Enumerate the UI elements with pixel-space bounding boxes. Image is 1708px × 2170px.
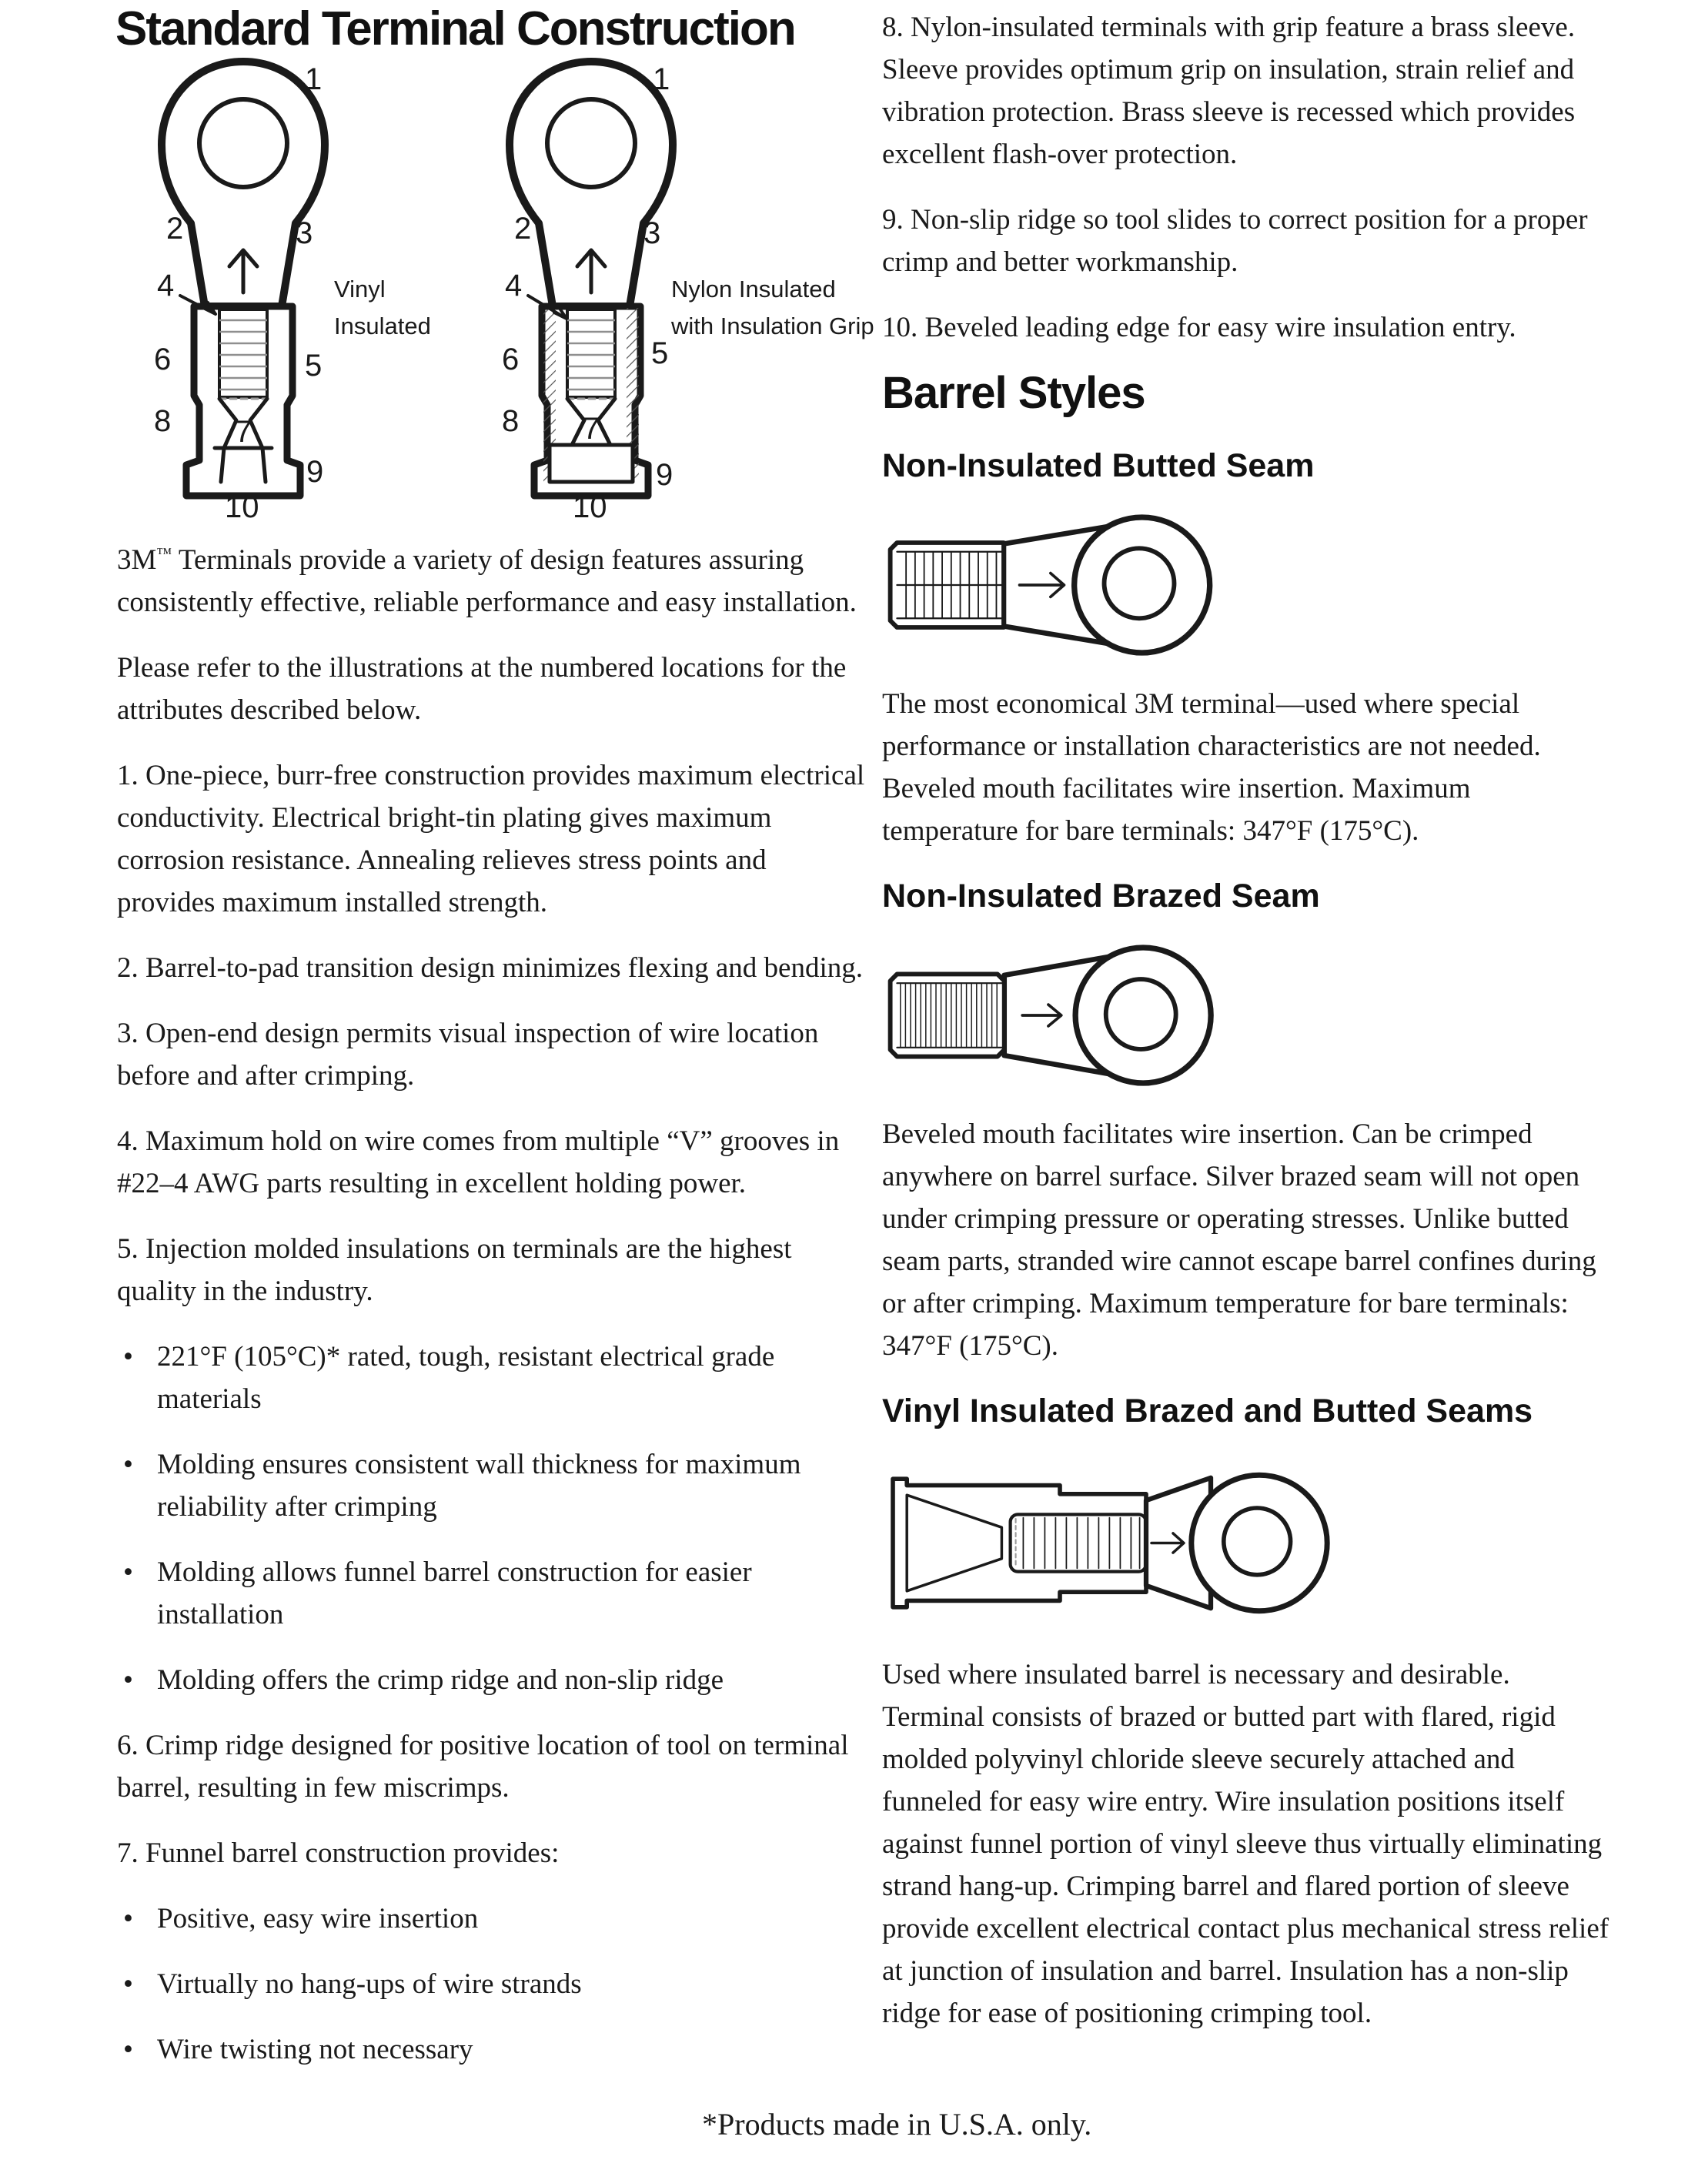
figure-label-2: 2 [166,212,184,246]
figure-label-3: 3 [643,216,661,250]
intro-text: Terminals provide a variety of design features assuring consistently effective, reliable performance and easy installation. [117,544,857,618]
ring-hole [547,99,635,187]
section-body: The most economical 3M terminal—used where special performance or installation characteristics are not needed. Beveled mouth facilitates wire insertion. Maximum temperature for bare terminals: 347°F (175°C). [882,688,1541,847]
section-body: Beveled mouth facilitates wire insertion. Can be crimped anywhere on barrel surface. Silver brazed seam will not open under crimping pressure or operating stresses. Unlike butted seam parts, stranded wire cannot escape barrel confines during or after crimping. Maximum temperature for bare terminals: 347°F (175°C). [882,1118,1596,1362]
numbered-item-3: 3. Open-end design permits visual inspection of wire location before and after crimping. [117,1018,819,1092]
terminal-drawing [891,517,1210,653]
section-brazed-seam [882,875,1612,1367]
terminal-drawing [891,948,1212,1083]
bullet-item [117,1336,870,1420]
bullet-item [117,1443,870,1528]
figure-label-8: 8 [154,404,172,438]
right-column [882,6,1612,2058]
figure-label-7: 7 [583,412,600,446]
figure-vinyl-insulated-terminal [145,51,476,522]
bullet-item [117,2028,870,2071]
figure-label-5: 5 [651,336,669,370]
figure-label-6: 6 [502,343,520,376]
numbered-item-1: 1. One-piece, burr-free construction provides maximum electrical conductivity. Electrical bright-tin plating gives maximum corrosion resistance. Annealing relieves stress points and provides maximum installed strength. [117,760,865,918]
bullet-text: Molding ensures consistent wall thickness for maximum reliability after crimping [157,1449,801,1523]
refer-paragraph: Please refer to the illustrations at the numbered locations for the attributes described below. [117,652,847,726]
barrel-styles-heading: Barrel Styles [882,368,1145,418]
figure-label-7: 7 [235,415,252,449]
bullet-marker: • [123,2034,133,2065]
figure-label-1: 1 [305,62,323,96]
figure-caption-line2: Insulated [334,313,431,339]
bullet-marker: • [123,1664,133,1696]
numbered-item-9: 9. Non-slip ridge so tool slides to correct position for a proper crimp and better workmanship. [882,204,1588,278]
section-heading: Non-Insulated Butted Seam [882,447,1315,484]
insulation-bullet-list [117,1336,870,1701]
figure-label-9: 9 [306,455,324,489]
figure-caption-line1: Nylon Insulated [671,276,836,303]
bullet-marker: • [123,1556,133,1588]
bullet-item [117,1963,870,2005]
figure-label-6: 6 [154,343,172,376]
figure-vinyl-insulated-seam-terminal [882,1454,1367,1632]
bullet-item [117,1897,870,1940]
numbered-item-10: 10. Beveled leading edge for easy wire insulation entry. [882,312,1516,343]
footnote: *Products made in U.S.A. only. [702,2107,1092,2142]
bullet-marker: • [123,1449,133,1480]
figure-label-3: 3 [296,216,313,250]
bullet-item [117,1551,870,1636]
numbered-item-2: 2. Barrel-to-pad transition design minimizes flexing and bending. [117,952,863,984]
bullet-text: Molding allows funnel barrel construction for easier installation [157,1556,752,1630]
figure-label-8: 8 [502,404,520,438]
figure-label-9: 9 [656,458,674,492]
figure-brazed-seam-terminal [882,939,1244,1092]
entry-funnel [907,1495,1001,1591]
brand-text: 3M [117,544,157,576]
funnel-bullet-list [117,1897,870,2071]
figure-label-4: 4 [505,269,523,303]
section-butted-seam [882,445,1612,852]
bullet-text: Positive, easy wire insertion [157,1903,479,1934]
figure-caption-line1: Vinyl [334,276,386,303]
ring-hole [1106,979,1176,1049]
brass-sleeve-band [550,445,633,482]
bullet-marker: • [123,1341,133,1373]
numbered-item-4: 4. Maximum hold on wire comes from multiple “V” grooves in #22–4 AWG parts resulting in excellent holding power. [117,1125,840,1199]
figure-caption-line2: with Insulation Grip [671,313,874,339]
ring-hole [199,99,287,187]
figure-butted-seam-terminal [882,509,1244,661]
bullet-text: 221°F (105°C)* rated, tough, resistant electrical grade materials [157,1341,775,1415]
bullet-marker: • [123,1903,133,1934]
figure-label-1: 1 [653,62,670,96]
terminal-drawing [893,1475,1327,1610]
page-title: Standard Terminal Construction [115,2,795,55]
bullet-item [117,1659,870,1701]
section-heading: Vinyl Insulated Brazed and Butted Seams [882,1393,1533,1429]
numbered-item-8: 8. Nylon-insulated terminals with grip feature a brass sleeve. Sleeve provides optimum grip on insulation, strain relief and vibration protection. Brass sleeve is recessed which provides excellent flash-over protection. [882,12,1576,170]
ring-hole [1105,548,1175,618]
numbered-item-7: 7. Funnel barrel construction provides: [117,1837,560,1869]
intro-paragraph [117,539,870,624]
figure-nylon-insulated-terminal [493,51,877,522]
bullet-text: Virtually no hang-ups of wire strands [157,1968,582,2000]
figure-label-5: 5 [305,349,323,383]
bullet-marker: • [123,1968,133,2000]
ring-hole [1224,1508,1291,1575]
figure-label-2: 2 [514,212,532,246]
bullet-text: Molding offers the crimp ridge and non-slip ridge [157,1664,724,1696]
numbered-item-6: 6. Crimp ridge designed for positive location of tool on terminal barrel, resulting in few miscrimps. [117,1730,849,1804]
section-vinyl-insulated-seams [882,1390,1612,2035]
figure-label-4: 4 [157,269,175,303]
numbered-item-5: 5. Injection molded insulations on terminals are the highest quality in the industry. [117,1233,792,1307]
section-heading: Non-Insulated Brazed Seam [882,878,1320,914]
bullet-text: Wire twisting not necessary [157,2034,473,2065]
left-column [117,539,870,2094]
trademark-symbol: ™ [156,545,172,563]
figure-label-10: 10 [225,490,259,522]
figure-label-10: 10 [573,490,607,522]
section-body: Used where insulated barrel is necessary and desirable. Terminal consists of brazed or butted part with flared, rigid molded polyvinyl chloride sleeve securely attached and funneled for easy wire entry. Wire insulation positions itself against funnel portion of vinyl sleeve thus virtually eliminating strand hang-up. Crimping barrel and flared portion of sleeve provide excellent electrical contact plus mechanical stress relief at junction of insulation and barrel. Insulation has a non-slip ridge for ease of positioning crimping tool. [882,1659,1609,2029]
